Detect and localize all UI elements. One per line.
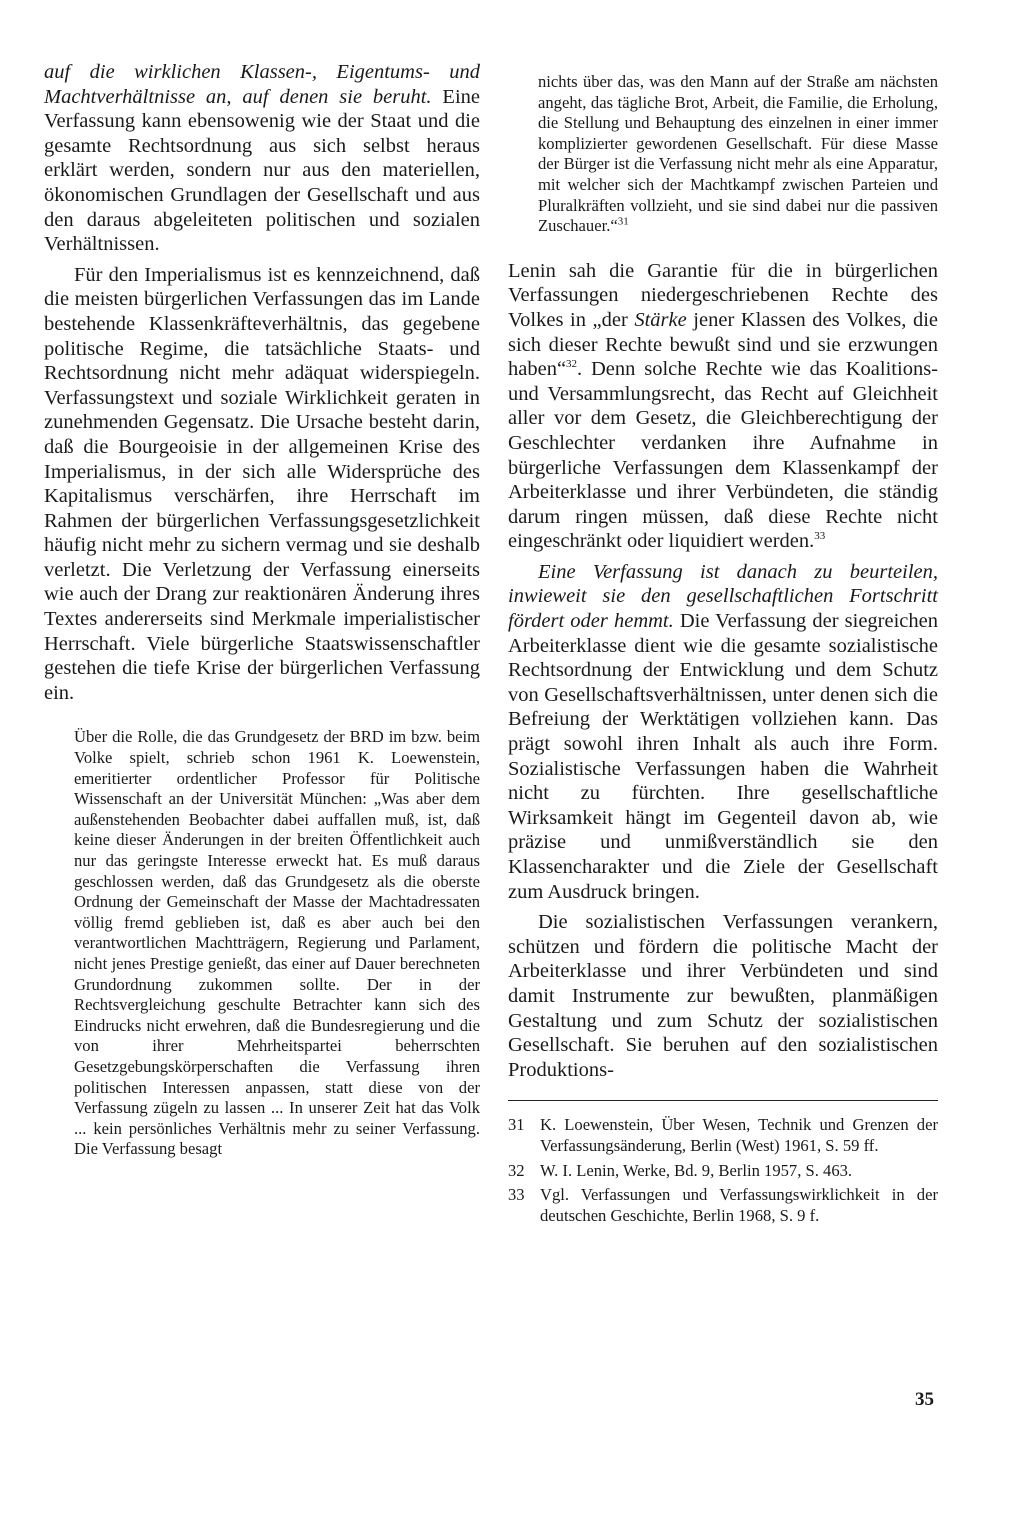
paragraph-lenin-italic: Stärke <box>634 308 687 331</box>
paragraph-lenin-a: Lenin sah die Garantie für die in bürgerlichen Verfassungen niedergeschriebenen Rechte des Volkes in „der <box>508 259 938 331</box>
paragraph-lenin <box>508 259 938 554</box>
page-number: 35 <box>915 1389 934 1410</box>
footnote-text: K. Loewenstein, Über Wesen, Technik und Grenzen der Verfassungsänderung, Berlin (West) 1961, S. 59 ff. <box>540 1115 938 1155</box>
block-quote-continued <box>508 72 938 237</box>
right-column <box>508 72 938 1230</box>
footnote-divider <box>508 1100 938 1101</box>
paragraph-1 <box>44 60 480 257</box>
paragraph-verfassung-italic: Eine Verfassung ist danach zu beurteilen, inwieweit sie den gesellschaftlichen Fortschritt fördert oder hemmt. <box>508 560 938 633</box>
paragraph-1-italic: auf die wirklichen Klassen-, Eigentums- und Machtverhältnisse an, auf denen sie beruht. <box>44 61 480 108</box>
footnote-number: 33 <box>508 1185 525 1205</box>
footnote-number: 31 <box>508 1115 525 1135</box>
footnote-31 <box>508 1115 938 1156</box>
footnote-ref-32: 32 <box>566 358 578 371</box>
paragraph-lenin-b: jener Klassen des Volkes, die sich dieser Rechte bewußt sind und sie erzwungen haben“ <box>508 308 938 381</box>
footnote-ref-33: 33 <box>814 530 826 543</box>
paragraph-2: Für den Imperialismus ist es kennzeichnend, daß die meisten bürgerlichen Verfassungen das im Lande bestehende Klassenkräfteverhältnis, das gegebene politische Regime, die tatsächliche Staats- und Rechtsordnung nicht mehr adäquat widerspiegeln. Verfassungstext und soziale Wirklichkeit geraten in zunehmenden Gegensatz. Die Ursache besteht darin, daß die Bourgeoisie in der allgemeinen Krise des Imperialismus, in der sich alle Widersprüche des Kapitalismus verschärfen, ihre Herrschaft im Rahmen der bürgerlichen Verfassungsgesetzlichkeit häufig nicht mehr zu sichern vermag und sie deshalb verletzt. Die Verletzung der Verfassung einerseits wie auch der Drang zur reaktionären Änderung ihres Textes andererseits sind Merkmale imperialistischer Herrschaft. Viele bürgerliche Staatswissenschaftler gestehen die tiefe Krise der bürgerlichen Verfassung ein. <box>44 263 480 704</box>
footnote-33 <box>508 1185 938 1226</box>
paragraph-verfassung <box>508 560 938 904</box>
footnote-text: W. I. Lenin, Werke, Bd. 9, Berlin 1957, S. 463. <box>540 1160 853 1180</box>
paragraph-sozialistische: Die sozialistischen Verfassungen verankern, schützen und fördern die politische Macht der Arbeiterklasse und ihrer Verbündeten und sind damit Instrumente zur bewußten, planmäßigen Gestaltung und zum Schutz der sozialistischen Gesellschaft. Sie beruhen auf den sozialistischen Produktions- <box>508 911 938 1081</box>
left-column <box>44 60 480 1160</box>
footnote-32 <box>508 1161 938 1182</box>
block-quote-loewenstein: Über die Rolle, die das Grundgesetz der BRD im bzw. beim Volke spielt, schrieb schon 1961 K. Loewenstein, emeritierter ordentlicher Professor für Politische Wissenschaft an der Universität München: „Was aber dem außenstehenden Beobachter dabei auffallen muß, ist, daß keine dieser Änderungen in der breiten Öffentlichkeit auch nur das geringste Interesse erweckt hat. Es muß daraus geschlossen werden, daß das Grundgesetz als die oberste Ordnung der Gemeinschaft der Masse der Machtadressaten völlig fremd geblieben ist, daß es aber auch bei den verantwortlichen Machtträgern, Regierung und Parlament, nicht jenes Prestige genießt, das einer auf Dauer berechneten Grundordnung zukommen sollte. Der in der Rechtsvergleichung geschulte Betrachter kann sich des Eindrucks nicht erwehren, daß die Bundesregierung und die von ihrer Mehrheitspartei beherrschten Gesetzgebungskörperschaften die Verfassung ihren politischen Interessen anpassen, statt diese von der Verfassung zügeln zu lassen ... In unserer Zeit hat das Volk ... kein persönliches Verhältnis mehr zu seiner Verfassung. Die Verfassung besagt <box>74 727 480 1159</box>
paragraph-verfassung-text: Die Verfassung der siegreichen Arbeiterklasse dient wie die gesamte sozialistische Rechtsordnung der Entwicklung und dem Schutz von Gesellschaftsverhältnissen, unter denen sich die Befreiung der Werktätigen vollziehen kann. Das prägt sowohl ihren Inhalt als auch ihre Form. Sozialistische Verfassungen haben die Wahrheit nicht zu fürchten. Ihre gesellschaftliche Wirksamkeit hängt im Gegenteil davon ab, wie präzise und unmißverständlich sie den Klassencharakter und die Ziele der Gesellschaft zum Ausdruck bringen. <box>508 610 938 903</box>
paragraph-lenin-c: . Denn solche Rechte wie das Koalitions- und Versammlungsrecht, das Recht auf Gleichheit aller vor dem Gesetz, die Gleichberechtigung der Geschlechter verdanken ihre Aufnahme in bürgerliche Verfassungen dem Klassenkampf der Arbeiterklasse und ihrer Verbündeten, die ständig darum ringen müssen, daß diese Rechte nicht eingeschränkt oder liquidiert werden. <box>508 358 938 553</box>
paragraph-1-text: Eine Verfassung kann ebensowenig wie der Staat und die gesamte Rechtsordnung aus sich selbst heraus erklärt werden, sondern nur aus den materiellen, ökonomischen Grundlagen der Gesellschaft und aus den daraus abgeleiteten politischen und sozialen Verhältnissen. <box>44 85 480 256</box>
block-quote-continued-text: nichts über das, was den Mann auf der Straße am nächsten angeht, das tägliche Brot, Arbeit, die Familie, die Erholung, die Stellung und Behauptung des einzelnen in einer immer komplizierter gewordenen Gesellschaft. Für diese Masse der Bürger ist die Verfassung nicht mehr als eine Apparatur, mit welcher sich der Machtkampf zwischen Parteien und Pluralkräften vollzieht, und sie sind dabei nur die passiven Zuschauer.“ <box>538 72 938 236</box>
footnote-ref-31: 31 <box>617 215 629 228</box>
footnote-text: Vgl. Verfassungen und Verfassungswirklichkeit in der deutschen Geschichte, Berlin 1968, S. 9 f. <box>540 1185 938 1225</box>
footnote-number: 32 <box>508 1160 525 1180</box>
